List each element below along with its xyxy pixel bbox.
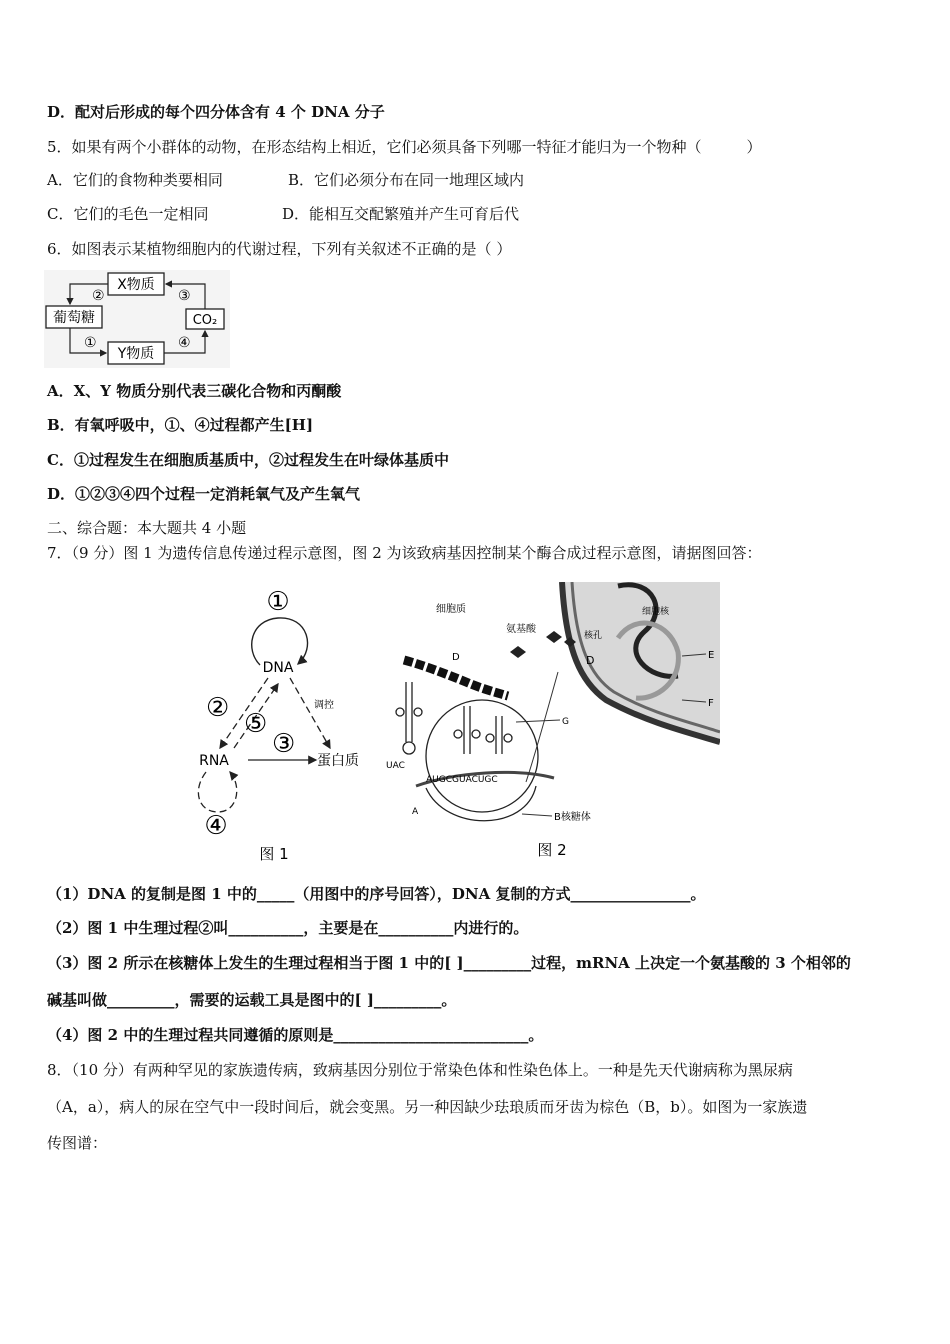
fig2-g-pointer bbox=[516, 720, 560, 722]
q5-option-c: C．它们的毛色一定相同 bbox=[47, 205, 209, 223]
q6-option-a: A．X、Y 物质分别代表三碳化合物和丙酮酸 bbox=[47, 382, 342, 400]
fig1-dna: DNA bbox=[262, 660, 294, 676]
q8-line-1: 8．（10 分）有两种罕见的家族遗传病，致病基因分别位于常染色体和性染色体上。一种是先天代谢病称为黑尿病 bbox=[47, 1061, 793, 1079]
fig2-anticodon-label: UAC bbox=[386, 761, 405, 771]
fig2-trna-left bbox=[396, 682, 422, 754]
label-n3: ③ bbox=[178, 288, 191, 304]
q6-option-b: B．有氧呼吸中，①、④过程都产生[H] bbox=[47, 416, 314, 434]
fig2-caption: 图 2 bbox=[537, 841, 567, 859]
q7-part-3b: 碱基叫做_________，需要的运载工具是图中的[ ]_________。 bbox=[47, 991, 457, 1009]
section-heading: 二、综合题：本大题共 4 小题 bbox=[47, 519, 247, 537]
q8-line-2: （A，a），病人的尿在空气中一段时间后，就会变黑。另一种因缺少珐琅质而牙齿为棕色（B，b）。如图为一家族遗 bbox=[47, 1098, 808, 1116]
fig2-trna-inner bbox=[454, 706, 512, 754]
fig2-amino-acid-shape-2 bbox=[510, 646, 526, 658]
fig2-ribosome-label: B核糖体 bbox=[554, 812, 591, 823]
q6-metabolism-figure bbox=[44, 270, 230, 368]
x-substance-label: X物质 bbox=[117, 277, 155, 293]
q8-line-3: 传图谱： bbox=[47, 1134, 108, 1152]
q7-stem: 7．（9 分）图 1 为遗传信息传递过程示意图，图 2 为该致病基因控制某个酶合成过程示意图，请据图回答： bbox=[47, 544, 762, 562]
fig2-label-d: D bbox=[452, 652, 460, 663]
q4-option-d: D．配对后形成的每个四分体含有 4 个 DNA 分子 bbox=[47, 103, 385, 121]
fig2-zoom-circle bbox=[426, 700, 538, 812]
fig1-replication-loop bbox=[252, 618, 308, 665]
fig2-pore-label: 核孔 bbox=[584, 631, 603, 641]
q7-part-2: （2）图 1 中生理过程②叫__________，主要是在__________内进行的。 bbox=[47, 919, 529, 937]
fig2-amino-acid-label: 氨基酸 bbox=[506, 624, 536, 635]
fig1-circle-1: ① bbox=[266, 587, 290, 617]
fig1-circle-2: ② bbox=[206, 693, 230, 723]
fig2-label-a: A bbox=[412, 807, 419, 817]
fig2-label-g: G bbox=[562, 717, 569, 727]
q7-part-4: （4）图 2 中的生理过程共同遵循的原则是__________________________。 bbox=[47, 1026, 544, 1044]
label-n2: ② bbox=[92, 288, 105, 304]
fig2-label-f: F bbox=[708, 698, 714, 709]
q5-option-d: D．能相互交配繁殖并产生可育后代 bbox=[282, 205, 520, 223]
fig1-caption: 图 1 bbox=[259, 845, 289, 863]
fig1-rna-replication-loop bbox=[198, 772, 236, 812]
q7-part-1: （1）DNA 的复制是图 1 中的_____（用图中的序号回答），DNA 复制的方式________________。 bbox=[47, 885, 706, 903]
glucose-label: 葡萄糖 bbox=[53, 310, 95, 326]
q5-option-b: B．它们必须分布在同一地理区域内 bbox=[288, 171, 525, 189]
fig2-ribosome-outline bbox=[426, 786, 536, 821]
y-substance-label: Y物质 bbox=[117, 346, 155, 362]
fig2-cytoplasm-label: 细胞质 bbox=[436, 604, 466, 615]
q6-stem: 6．如图表示某植物细胞内的代谢过程，下列有关叙述不正确的是（ ） bbox=[47, 240, 512, 258]
fig1-circle-4: ④ bbox=[204, 811, 228, 841]
fig2-label-e: E bbox=[708, 650, 715, 661]
q7-part-3a: （3）图 2 所示在核糖体上发生的生理过程相当于图 1 中的[ ]_________过程，mRNA 上决定一个氨基酸的 3 个相邻的 bbox=[47, 954, 851, 972]
fig1-circle-3: ③ bbox=[272, 729, 296, 759]
label-n4: ④ bbox=[178, 335, 191, 351]
q5-stem: 5．如果有两个小群体的动物，在形态结构上相近，它们必须具备下列哪一特征才能归为一个物种（ ） bbox=[47, 138, 762, 156]
fig2-nucleus-label: 细胞核 bbox=[642, 607, 670, 617]
fig1-circle-5: ⑤ bbox=[244, 709, 268, 739]
co2-label: CO₂ bbox=[192, 313, 218, 328]
fig1-rna: RNA bbox=[199, 753, 229, 769]
q6-option-c: C．①过程发生在细胞质基质中，②过程发生在叶绿体基质中 bbox=[47, 451, 449, 469]
fig2-ribosome-pointer bbox=[522, 814, 552, 816]
q5-option-a: A．它们的食物种类要相同 bbox=[47, 171, 223, 189]
fig2-codons: AUGCGUACUGC bbox=[426, 775, 498, 785]
fig2-label-d2: D bbox=[586, 654, 595, 667]
label-n1: ① bbox=[84, 335, 97, 351]
q7-figure-2 bbox=[386, 582, 720, 864]
fig1-control-label: 调控 bbox=[314, 700, 334, 711]
q7-figure-1 bbox=[190, 580, 390, 865]
q6-option-d: D．①②③④四个过程一定消耗氧气及产生氧气 bbox=[47, 485, 361, 503]
fig2-zoom-connector bbox=[526, 672, 558, 782]
fig1-control-arrow bbox=[290, 678, 330, 748]
fig1-protein: 蛋白质 bbox=[317, 753, 359, 769]
fig2-polypeptide-chain bbox=[404, 660, 508, 696]
